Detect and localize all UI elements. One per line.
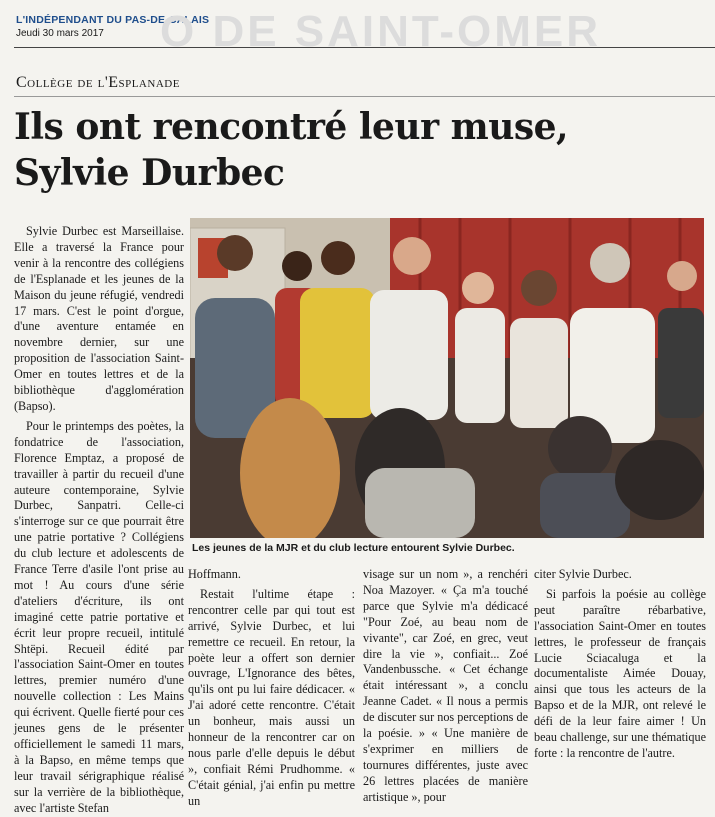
page-banner-fragment: O DE SAINT-OMER [160,12,602,52]
paragraph: Hoffmann. [188,567,241,581]
rubric-rule [14,96,715,97]
paragraph: Pour le printemps des poètes, la fondatrice de l'association, Florence Emptaz, a proposé de travailler à partir du recueil d'une auteure contemporaine, Sylvie Durbec, Sanpatri. Celle-ci s'interroge sur ce que pourrait être une patrie portative ? Collégiens du club lecture et adolescents de France Terre d'asile l'ont prise au mot ! Au cours d'une série d'ateliers d'écriture, ils ont imaginé cette patrie portative et écrit leur propre recueil, intitulé Shtëpi. Recueil édité par l'association Saint-Omer en toutes lettres, premier numéro d'une nouvelle collection : Les Mains qui écrivent. Quelle fierté pour ces jeunes gens de le présenter officiellement le samedi 11 mars, à la Bapso, en même temps que leur travail sérigraphique réalisé sur la verrière de la bibliothèque, avec l'artiste Stefan [14,418,184,815]
paragraph: citer Sylvie Durbec. [534,567,632,581]
article-rubric: Collège de l'Esplanade [16,74,180,91]
article-column-2 [188,567,355,810]
paragraph: Sylvie Durbec est Marseillaise. Elle a traversé la France pour venir à la rencontre des collégiens de l'Esplanade et les jeunes de la Maison du jeune réfugié, vendredi 17 mars. C'est le point d'orgue, d'une aventure entamée en novembre dernier, sur une proposition de l'association Saint-Omer en toutes lettres et de la bibliothèque d'agglomération (Bapso). [14,224,184,413]
paragraph: Si parfois la poésie au collège peut paraître rébarbative, l'association Saint-Omer en toutes lettres, le professeur de français Lucie Sciacaluga et la documentaliste Aimée Douay, ainsi que tous les acteurs de la Bapso et de la MJR, ont relevé le défi de la leur faire aimer ! Un beau challenge, sur une thématique forte : la rencontre de l'autre. [534,586,706,760]
article-column-1 [14,224,184,817]
article-column-4 [534,567,706,762]
paragraph: Restait l'ultime étape : rencontrer celle par qui tout est arrivé, Sylvie Durbec, et lui remettre ce recueil. En retour, la poète leur a offert son dernier ouvrage, L'Ignorance des bêtes, qu'ils ont pu lui faire dédicacer. « J'ai adoré cette rencontre. C'était un bonheur, mais aussi un honneur de la rencontrer car on nous parle d'elle depuis le début », confiait Rémi Prudhomme. « C'était génial, j'ai enfin pu mettre un [188,586,355,808]
group-photo-illustration [190,218,704,538]
headline-line-2: Sylvie Durbec [14,152,285,194]
article-column-3 [363,567,528,806]
headline-line-1: Ils ont rencontré leur muse, [14,106,569,148]
newspaper-name: L'INDÉPENDANT DU PAS-DE-CALAIS [16,14,210,26]
masthead-rule [14,47,715,48]
paragraph: visage sur un nom », a renchéri Noa Mazoyer. « Ça m'a touché parce que Sylvie m'a dédicacé "Pour Zoé, au beau nom de vivante", car Zoé, en grec, veut dire la vie », confiait... Zoé Vandenbussche. « Cet échange était intéressant », a conclu Jeanne Cadet. « Il nous a permis de discuter sur nos perceptions de la poésie. » « Une manière de s'exprimer en milliers de tournures différentes, juste avec 26 lettres placées de manière artistique », pour [363,567,528,804]
article-photo [190,218,704,538]
article-headline [14,104,568,196]
photo-caption: Les jeunes de la MJR et du club lecture entourent Sylvie Durbec. [190,539,706,557]
publication-date: Jeudi 30 mars 2017 [16,28,104,39]
